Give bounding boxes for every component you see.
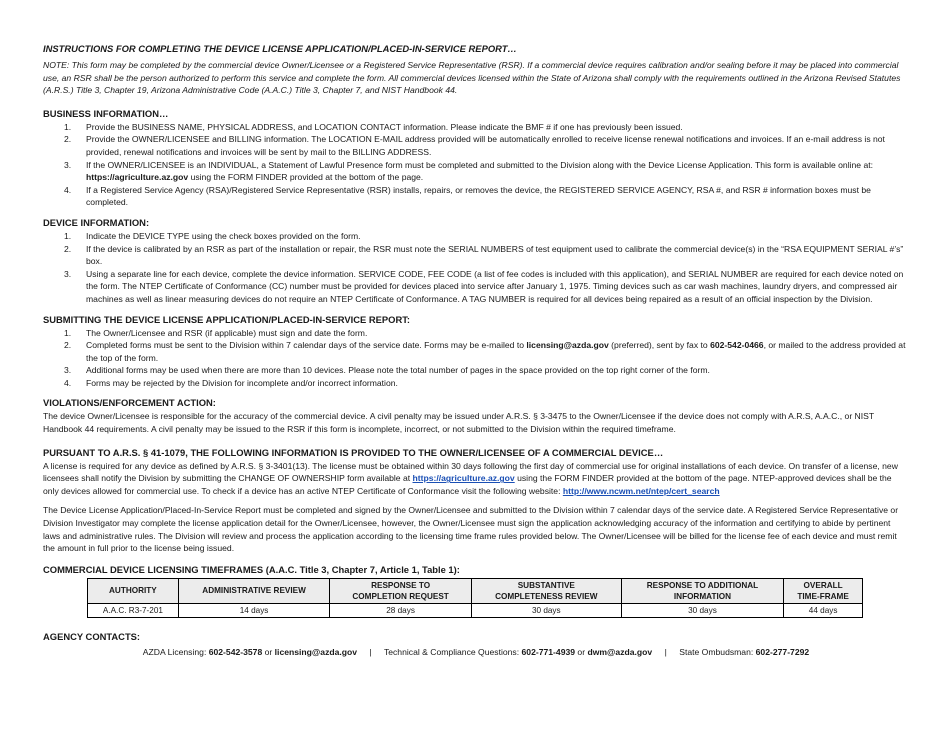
tech-phone: 602-771-4939	[521, 646, 576, 657]
item-text: Indicate the DEVICE TYPE using the check boxes provided on the form.	[86, 230, 361, 241]
item-number: 1.	[64, 230, 72, 241]
list-item	[43, 133, 909, 158]
page-title: INSTRUCTIONS FOR COMPLETING THE DEVICE LICENSE APPLICATION/PLACED-IN-SERVICE REPORT…	[43, 43, 517, 54]
contacts-line	[43, 646, 909, 659]
device-heading: DEVICE INFORMATION:	[43, 216, 150, 228]
fax-number: 602-542-0466	[710, 340, 764, 351]
list-item	[43, 184, 909, 209]
column-header: OVERALL TIME-FRAME	[784, 578, 863, 603]
item-text: If the device is calibrated by an RSR as part of the installation or repair, the RSR must note the SERIAL NUMBERS of test equipment used to calibrate the commercial device(s) in the “RSA EQUIPMENT SERIAL #’s” box.	[86, 243, 904, 267]
item-text-end: , or mailed to the address provided at the top of the form.	[86, 340, 906, 363]
pursuant-paragraph-2: The Device License Application/Placed-In-Service Report must be completed and signed by the Owner/Licensee and submitted to the Division within 7 calendar days of the service date. A Registered Service Representative or Division Investigator may complete the license application detail for the Owner/Licensee, however, the Owner/Licensee must sign the application acknowledging accuracy of the information and certifying to abide by pertinent laws and administrative rules. The Division will review and process the application according to the licensing time frame rules provided below. The Owner/Licensee will be billed for the license fee of each device and must remit the amount in full prior to the license being issued.	[43, 505, 899, 554]
item-text: Additional forms may be used when there are more than 10 devices. Please note the total number of pages in the space provided on the top right corner of the form.	[86, 365, 710, 376]
item-number: 3.	[64, 268, 72, 279]
item-text: Provide the BUSINESS NAME, PHYSICAL ADDRESS, and LOCATION CONTACT information. Please indicate the BMF # if one has previously been issued.	[86, 121, 683, 132]
item-text-cont: (preferred), sent by fax to	[608, 340, 711, 351]
column-header: ADMINISTRATIVE REVIEW	[178, 578, 330, 603]
item-text: If the OWNER/LICENSEE is an INDIVIDUAL, a Statement of Lawful Presence form must be completed and submitted to the Division along with the Device License Application. This form is available online at:	[86, 159, 874, 170]
list-item	[43, 268, 909, 306]
table-cell: A.A.C. R3-7-201	[88, 603, 179, 617]
business-list	[43, 121, 909, 209]
separator: |	[664, 646, 667, 657]
column-header: RESPONSE TO COMPLETION REQUEST	[330, 578, 472, 603]
item-text: Provide the OWNER/LICENSEE and BILLING information. The LOCATION E-MAIL address provided will be automatically enrolled to receive license renewal notifications and invoices. If an e-mail address is not provided, renewal notifications and invoices will be sent by mail to the BILLING ADDRESS.	[86, 134, 885, 157]
table-cell: 30 days	[621, 603, 784, 617]
table-cell: 28 days	[330, 603, 472, 617]
list-item	[43, 377, 909, 390]
list-item	[43, 339, 909, 364]
column-header: AUTHORITY	[88, 578, 179, 603]
item-text-cont: using the FORM FINDER provided at the bottom of the page.	[188, 172, 424, 183]
list-item	[43, 159, 909, 184]
timeframes-table	[87, 578, 863, 618]
item-number: 3.	[64, 159, 72, 170]
agriculture-url: https://agriculture.az.gov	[86, 172, 189, 183]
list-item	[43, 230, 909, 243]
tech-email: dwm@azda.gov	[587, 646, 653, 657]
list-item	[43, 243, 909, 268]
or-text: or	[575, 646, 588, 657]
item-text: Forms may be rejected by the Division for incomplete and/or incorrect information.	[86, 377, 398, 388]
column-header: RESPONSE TO ADDITIONAL INFORMATION	[621, 578, 784, 603]
table-header-row	[88, 578, 863, 603]
item-number: 4.	[64, 184, 72, 195]
pursuant-heading: PURSUANT TO A.R.S. § 41-1079, THE FOLLOWING INFORMATION IS PROVIDED TO THE OWNER/LICENSEE OF A COMMERCIAL DEVICE…	[43, 446, 664, 458]
item-number: 2.	[64, 340, 72, 351]
item-text: If a Registered Service Agency (RSA)/Registered Service Representative (RSR) installs, repairs, or removes the device, the REGISTERED SERVICE AGENCY, RSA #, and RSR # information boxes must be completed.	[86, 184, 871, 208]
table-cell: 44 days	[784, 603, 863, 617]
pursuant-text-a: A license is required for any device as defined by A.R.S. § 3-3401(13). The license must be obtained within 30 days following the first day of commercial use for original installations of each device. On transfer of a license, new licensees shall notify the Division by submitting the CHANGE OF OWNERSHIP form available at	[43, 460, 898, 484]
or-text: or	[262, 646, 275, 657]
device-list	[43, 230, 909, 306]
list-item	[43, 121, 909, 134]
item-number: 3.	[64, 365, 72, 376]
item-number: 1.	[64, 121, 72, 132]
column-header: SUBSTANTIVE COMPLETENESS REVIEW	[471, 578, 621, 603]
table-row	[88, 603, 863, 617]
contacts-heading: AGENCY CONTACTS:	[43, 630, 141, 642]
ncwm-cert-link[interactable]: http://www.ncwm.net/ntep/cert_search	[562, 485, 720, 496]
list-item	[43, 364, 909, 377]
item-number: 2.	[64, 243, 72, 254]
licensing-email: licensing@azda.gov	[526, 340, 609, 351]
item-text: The Owner/Licensee and RSR (if applicable) must sign and date the form.	[86, 327, 368, 338]
violations-heading: VIOLATIONS/ENFORCEMENT ACTION:	[43, 397, 216, 409]
item-text: Using a separate line for each device, complete the device information. SERVICE CODE, FEE CODE (a list of fee codes is included with this application), and SERIAL NUMBER are required for each device noted on the form. The NTEP Certificate of Conformance (CC) number must be provided for devices placed into service after January 1, 1975. Timing devices such as car wash machines, laundry dryers, and compressed air machines as well as linear measuring devices do not require an NTEP Certificate of Conformance. A TAG NUMBER is required for all devices being repaired as a result of an official inspection by the Division.	[86, 268, 904, 304]
submitting-heading: SUBMITTING THE DEVICE LICENSE APPLICATION/PLACED-IN-SERVICE REPORT:	[43, 313, 411, 325]
item-number: 4.	[64, 377, 72, 388]
item-number: 2.	[64, 134, 72, 145]
list-item	[43, 327, 909, 340]
item-number: 1.	[64, 327, 72, 338]
licensing-phone: 602-542-3578	[208, 646, 263, 657]
intro-note: NOTE: This form may be completed by the commercial device Owner/Licensee or a Registered Service Representative (RSR). If a commercial device requires calibration and/or sealing before it may be placed into commercial use, an RSR shall be the person authorized to perform this service and complete the form. All commercial devices licensed within the State of Arizona shall comply with the requirements outlined in the Arizona Revised Statutes (A.R.S.) Title 3, Chapter 19, Arizona Administrative Code (A.A.C.) Title 3, Chapter 7, and NIST Handbook 44.	[43, 60, 901, 96]
separator: |	[369, 646, 372, 657]
table-cell: 30 days	[471, 603, 621, 617]
pursuant-paragraph-1	[43, 460, 909, 498]
timeframes-heading: COMMERCIAL DEVICE LICENSING TIMEFRAMES (A.A.C. Title 3, Chapter 7, Article 1, Table 1):	[43, 563, 460, 575]
licensing-contact-email: licensing@azda.gov	[274, 646, 358, 657]
violations-text: The device Owner/Licensee is responsible for the accuracy of the commercial device. A civil penalty may be issued under A.R.S. § 3-3475 to the Owner/Licensee if the device does not comply with A.R.S, A.A.C., or NIST Handbook 44 requirements. A civil penalty may be issued to the RSR if this form is incomplete, incorrect, or not submitted to the Division within the required timeframe.	[43, 411, 874, 435]
agriculture-link[interactable]: https://agriculture.az.gov	[412, 473, 515, 484]
ombudsman-phone: 602-277-7292	[755, 646, 810, 657]
table-cell: 14 days	[178, 603, 330, 617]
item-text: Completed forms must be sent to the Division within 7 calendar days of the service date. Forms may be e-mailed to	[86, 340, 527, 351]
instructions-page	[43, 42, 909, 658]
tech-label: Technical & Compliance Questions:	[383, 646, 522, 657]
business-heading: BUSINESS INFORMATION…	[43, 107, 169, 119]
submitting-list	[43, 327, 909, 390]
ombudsman-label: State Ombudsman:	[679, 646, 756, 657]
pursuant-text-b: using the FORM FINDER provided at the bottom of the page. NTEP-approved devices shall be the only devices allowed for commercial use. To check if a device has an active NTEP Certificate of Conformance visit the following website:	[43, 473, 892, 496]
licensing-label: AZDA Licensing:	[142, 646, 209, 657]
